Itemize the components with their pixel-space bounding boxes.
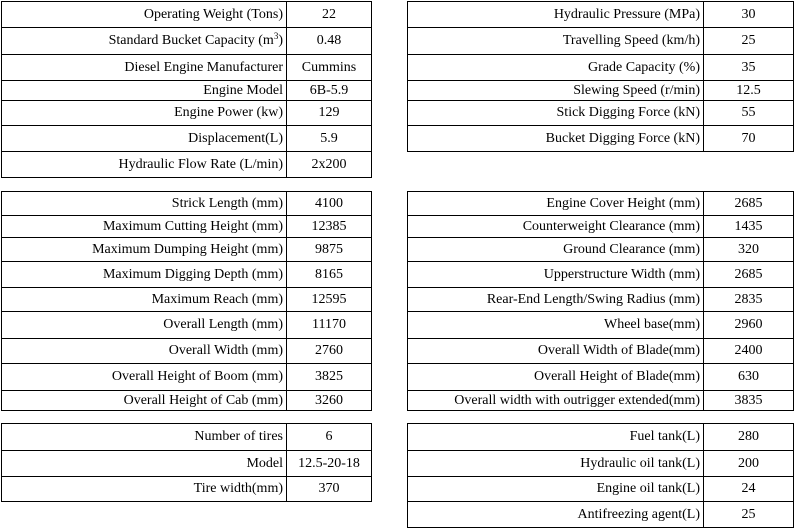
spec-label: Maximum Cutting Height (mm) — [2, 216, 287, 238]
spec-value: 2835 — [704, 288, 794, 312]
spec-value: 630 — [704, 364, 794, 391]
spec-row — [408, 238, 794, 262]
spec-value: 2760 — [287, 339, 372, 364]
spec-row — [2, 262, 372, 288]
spec-value: 6B-5.9 — [287, 81, 372, 101]
spec-value: 25 — [704, 502, 794, 528]
spec-row — [2, 81, 372, 101]
spec-label: Strick Length (mm) — [2, 192, 287, 216]
spec-value: 55 — [704, 101, 794, 126]
spec-row — [2, 391, 372, 411]
spec-row — [408, 391, 794, 411]
spec-row — [2, 364, 372, 391]
spec-row — [2, 192, 372, 216]
spec-row — [408, 364, 794, 391]
spec-table-performance — [407, 1, 794, 152]
spec-row — [408, 288, 794, 312]
spec-label: Maximum Digging Depth (mm) — [2, 262, 287, 288]
spec-label: Model — [2, 451, 287, 477]
spec-label: Hydraulic Flow Rate (L/min) — [2, 152, 287, 178]
spec-label: Hydraulic oil tank(L) — [408, 451, 704, 477]
spec-table-tires — [1, 423, 372, 502]
spec-value: 22 — [287, 2, 372, 28]
spec-label: Engine Model — [2, 81, 287, 101]
spec-label: Counterweight Clearance (mm) — [408, 216, 704, 238]
spec-value: 2400 — [704, 339, 794, 364]
spec-label: Slewing Speed (r/min) — [408, 81, 704, 101]
spec-value: 280 — [704, 424, 794, 451]
spec-value: 12.5 — [704, 81, 794, 101]
spec-row — [408, 2, 794, 28]
spec-row — [408, 55, 794, 81]
spec-row — [2, 216, 372, 238]
spec-row — [408, 424, 794, 451]
spec-value: 320 — [704, 238, 794, 262]
spec-value: 4100 — [287, 192, 372, 216]
spec-value: 200 — [704, 451, 794, 477]
spec-row — [408, 101, 794, 126]
spec-value: 2685 — [704, 262, 794, 288]
spec-row — [408, 502, 794, 528]
spec-label: Overall Width (mm) — [2, 339, 287, 364]
spec-label: Maximum Reach (mm) — [2, 288, 287, 312]
spec-label: Upperstructure Width (mm) — [408, 262, 704, 288]
spec-row — [408, 477, 794, 502]
spec-row — [408, 28, 794, 55]
superscript-3: 3 — [273, 31, 279, 41]
spec-row — [2, 55, 372, 81]
spec-value: 0.48 — [287, 28, 372, 55]
spec-label: Standard Bucket Capacity $(m^3)$ — [2, 28, 287, 55]
spec-value: 12595 — [287, 288, 372, 312]
spec-value: 1435 — [704, 216, 794, 238]
spec-row — [2, 101, 372, 126]
spec-row — [2, 288, 372, 312]
spec-table-dimensions-right — [407, 191, 794, 411]
spec-label: Fuel tank(L) — [408, 424, 704, 451]
spec-value: 370 — [287, 477, 372, 502]
spec-label: Overall Height of Blade(mm) — [408, 364, 704, 391]
spec-label: Bucket Digging Force (kN) — [408, 126, 704, 152]
spec-label: Grade Capacity (%) — [408, 55, 704, 81]
spec-row — [408, 262, 794, 288]
spec-label: Overall Height of Cab (mm) — [2, 391, 287, 411]
spec-label: Antifreezing agent(L) — [408, 502, 704, 528]
spec-label: Engine Cover Height (mm) — [408, 192, 704, 216]
spec-value: 2685 — [704, 192, 794, 216]
spec-value: 2x200 — [287, 152, 372, 178]
spec-value: 3260 — [287, 391, 372, 411]
spec-label: Ground Clearance (mm) — [408, 238, 704, 262]
spec-value: 70 — [704, 126, 794, 152]
spec-value: 129 — [287, 101, 372, 126]
spec-row — [408, 126, 794, 152]
spec-label: Hydraulic Pressure (MPa) — [408, 2, 704, 28]
spec-row — [2, 312, 372, 339]
spec-row — [408, 339, 794, 364]
spec-value: 6 — [287, 424, 372, 451]
spec-label: Wheel base(mm) — [408, 312, 704, 339]
spec-label: Overall Length (mm) — [2, 312, 287, 339]
spec-value: 24 — [704, 477, 794, 502]
spec-label: Engine Power (kw) — [2, 101, 287, 126]
spec-value: 3835 — [704, 391, 794, 411]
spec-label: Operating Weight (Tons) — [2, 2, 287, 28]
spec-label: Stick Digging Force (kN) — [408, 101, 704, 126]
spec-value: 30 — [704, 2, 794, 28]
spec-value: 2960 — [704, 312, 794, 339]
spec-value: 9875 — [287, 238, 372, 262]
spec-label: Engine oil tank(L) — [408, 477, 704, 502]
spec-row — [408, 81, 794, 101]
spec-value: Cummins — [287, 55, 372, 81]
spec-row — [2, 2, 372, 28]
spec-label: Rear-End Length/Swing Radius (mm) — [408, 288, 704, 312]
spec-label: Overall Height of Boom (mm) — [2, 364, 287, 391]
spec-value: 12.5-20-18 — [287, 451, 372, 477]
spec-value: 35 — [704, 55, 794, 81]
spec-row — [2, 238, 372, 262]
spec-value: 5.9 — [287, 126, 372, 152]
spec-row — [2, 28, 372, 55]
spec-value: 11170 — [287, 312, 372, 339]
spec-row — [408, 192, 794, 216]
spec-label: Overall Width of Blade(mm) — [408, 339, 704, 364]
spec-value: 25 — [704, 28, 794, 55]
spec-row — [408, 451, 794, 477]
spec-label: Diesel Engine Manufacturer — [2, 55, 287, 81]
spec-table-general — [1, 1, 372, 178]
spec-row — [408, 312, 794, 339]
spec-row — [2, 424, 372, 451]
spec-row — [2, 339, 372, 364]
spec-label: Displacement(L) — [2, 126, 287, 152]
spec-label: Overall width with outrigger extended(mm) — [408, 391, 704, 411]
spec-row — [2, 126, 372, 152]
spec-table-capacities — [407, 423, 794, 528]
spec-label: Maximum Dumping Height (mm) — [2, 238, 287, 262]
spec-label: Number of tires — [2, 424, 287, 451]
spec-row — [2, 152, 372, 178]
spec-label: Travelling Speed (km/h) — [408, 28, 704, 55]
spec-label: Tire width(mm) — [2, 477, 287, 502]
spec-value: 8165 — [287, 262, 372, 288]
spec-row — [2, 451, 372, 477]
spec-row — [408, 216, 794, 238]
spec-row — [2, 477, 372, 502]
spec-table-dimensions-left — [1, 191, 372, 411]
spec-value: 12385 — [287, 216, 372, 238]
spec-value: 3825 — [287, 364, 372, 391]
